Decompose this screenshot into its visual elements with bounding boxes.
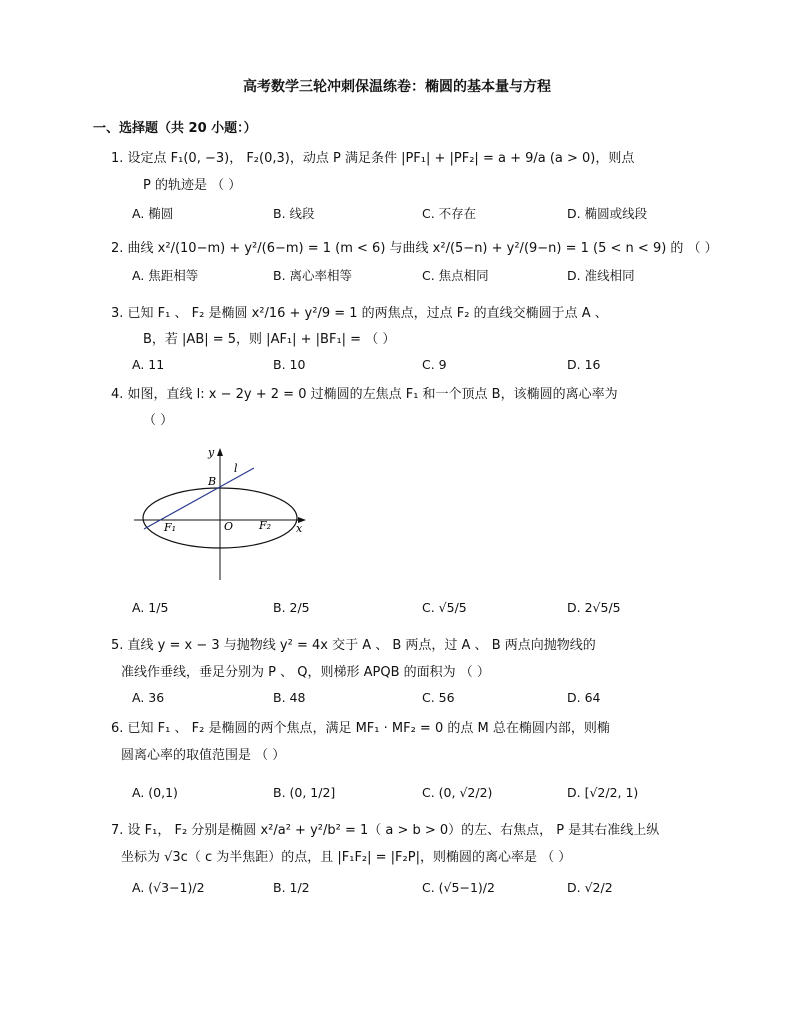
q5-option-c: C. 56 [422,690,455,705]
label-l: l [234,462,238,475]
q1-line2: P 的轨迹是 （ ） [143,178,242,193]
q4-option-b: B. 2/5 [273,600,310,615]
q1-option-a: A. 椭圆 [132,206,174,221]
q7-line2: 坐标为 √3c（ c 为半焦距）的点，且 |F₁F₂| = |F₂P|，则椭圆的离心率是 （ ） [121,850,572,865]
label-f2: F₂ [259,519,272,532]
q1-option-c: C. 不存在 [422,206,477,221]
q5-line1: 5. 直线 y = x − 3 与抛物线 y² = 4x 交于 A 、 B 两点，过 A 、 B 两点向抛物线的 [111,638,596,653]
q1-line1: 1. 设定点 F₁(0, −3)， F₂(0,3)，动点 P 满足条件 |PF₁| + |PF₂| = a + 9/a (a > 0)，则点 [111,151,635,166]
label-y: y [208,446,215,459]
q5-line2: 准线作垂线，垂足分别为 P 、 Q，则梯形 APQB 的面积为 （ ） [121,665,490,680]
q6-line2: 圆离心率的取值范围是 （ ） [121,748,286,763]
q2-option-d: D. 准线相同 [567,268,635,283]
label-o: O [224,520,234,533]
q6-option-b: B. (0, 1/2] [273,785,336,800]
q7-option-b: B. 1/2 [273,880,310,895]
y-axis-arrow-icon [217,448,223,456]
q7-option-d: D. √2/2 [567,880,613,895]
q6-option-a: A. (0,1) [132,785,178,800]
q2-line1: 2. 曲线 x²/(10−m) + y²/(6−m) = 1 (m < 6) 与曲线 x²/(5−n) + y²/(9−n) = 1 (5 < n < 9) 的 （ ） [111,241,718,256]
ellipse-figure [128,440,318,585]
q6-option-c: C. (0, √2/2) [422,785,493,800]
q3-option-c: C. 9 [422,357,447,372]
q4-line2: （ ） [143,413,174,428]
q3-line2: B，若 |AB| = 5，则 |AF₁| + |BF₁| = （ ） [143,332,396,347]
q4-line1: 4. 如图，直线 l: x − 2y + 2 = 0 过椭圆的左焦点 F₁ 和一个顶点 B，该椭圆的离心率为 [111,387,618,402]
q1-option-d: D. 椭圆或线段 [567,206,648,221]
q6-line1: 6. 已知 F₁ 、 F₂ 是椭圆的两个焦点，满足 MF₁ · MF₂ = 0 的点 M 总在椭圆内部，则椭 [111,721,610,736]
q4-option-d: D. 2√5/5 [567,600,621,615]
label-x: x [296,522,303,535]
q4-option-a: A. 1/5 [132,600,169,615]
q3-option-a: A. 11 [132,357,165,372]
q5-option-d: D. 64 [567,690,601,705]
section-heading: 一、选择题（共 20 小题：） [93,121,257,136]
q3-option-d: D. 16 [567,357,601,372]
q7-option-c: C. (√5−1)/2 [422,880,495,895]
q3-line1: 3. 已知 F₁ 、 F₂ 是椭圆 x²/16 + y²/9 = 1 的两焦点，过点 F₂ 的直线交椭圆于点 A 、 [111,306,608,321]
label-b: B [208,475,217,488]
label-f1: F₁ [164,521,177,534]
q7-option-a: A. (√3−1)/2 [132,880,205,895]
q6-option-d: D. [√2/2, 1) [567,785,639,800]
q3-option-b: B. 10 [273,357,306,372]
q2-option-c: C. 焦点相同 [422,268,489,283]
q5-option-b: B. 48 [273,690,306,705]
q2-option-b: B. 离心率相等 [273,268,353,283]
q5-option-a: A. 36 [132,690,165,705]
q4-option-c: C. √5/5 [422,600,467,615]
q7-line1: 7. 设 F₁， F₂ 分别是椭圆 x²/a² + y²/b² = 1（ a > b > 0）的左、右焦点， P 是其右准线上纵 [111,823,660,838]
q2-option-a: A. 焦距相等 [132,268,199,283]
q1-option-b: B. 线段 [273,206,315,221]
page-title: 高考数学三轮冲刺保温练卷：椭圆的基本量与方程 [243,79,551,95]
